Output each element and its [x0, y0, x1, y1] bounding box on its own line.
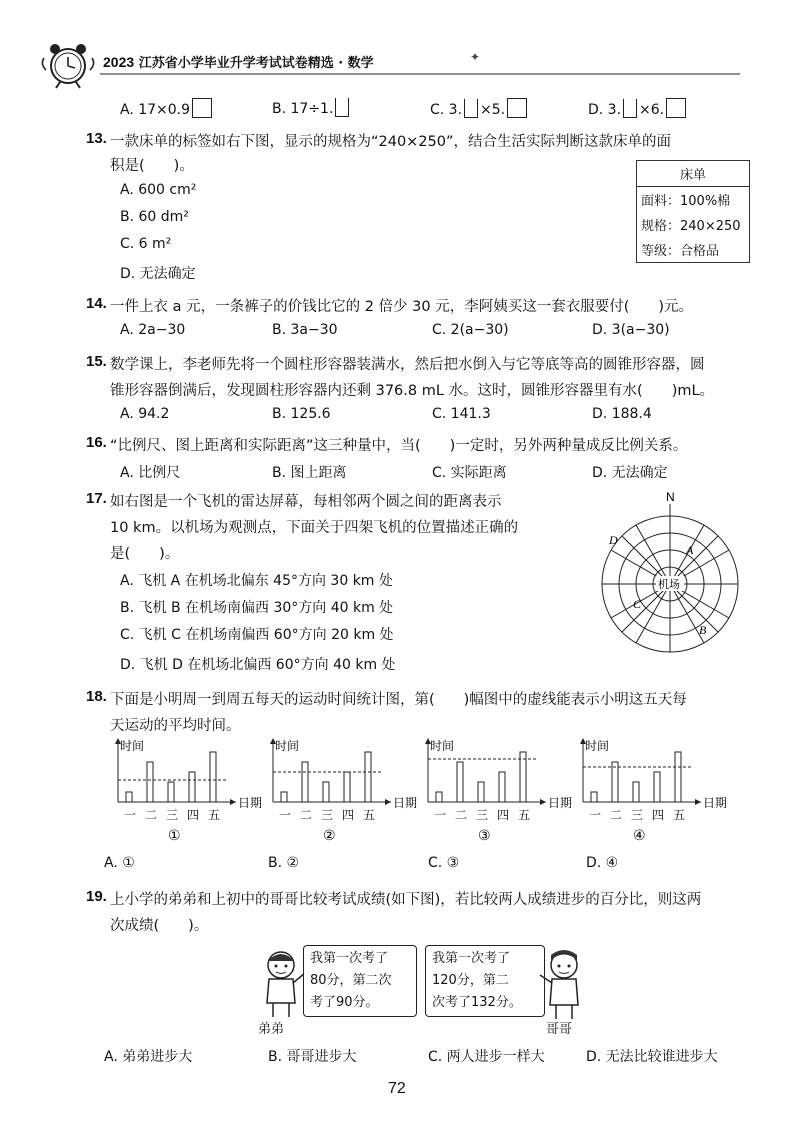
q13-option-c: C. 6 m²: [120, 236, 172, 252]
alarm-clock-mascot-icon: [38, 38, 98, 90]
bubble-left-line3: 考了90分。: [310, 995, 379, 1010]
q13-line1: 一款床单的标签如右下图，显示的规格为“240×250”，结合生活实际判断这款床单的面: [110, 134, 672, 150]
label-title: 床单: [637, 160, 749, 187]
bubble-left-line1: 我第一次考了: [310, 951, 389, 966]
q12-option-c-rest: ×5.: [480, 102, 506, 118]
q17-line2: 10 km。以机场为观测点，下面关于四架飞机的位置描述正确的: [110, 520, 519, 536]
q17-option-b: B. 飞机 B 在机场南偏西 30°方向 40 km 处: [120, 600, 394, 616]
chart-bar: [189, 772, 195, 802]
chart-bar: [168, 782, 174, 802]
chart-tick-label: 四: [342, 808, 355, 822]
chart-y-label: 时间: [275, 739, 300, 753]
chart-tick-label: 二: [455, 808, 468, 822]
bubble-right-line3: 次考了132分。: [432, 995, 522, 1010]
radar-plane-d: D: [609, 533, 618, 547]
q18-number: 18.: [86, 688, 107, 705]
chart-tick-label: 五: [208, 808, 221, 822]
header-year: 2023: [103, 54, 135, 70]
q18-option-d: D. ④: [586, 855, 619, 871]
answer-box: [464, 99, 478, 118]
q16-option-a: A. 比例尺: [120, 465, 181, 481]
q16-number: 16.: [86, 434, 107, 451]
chart-tick-label: 一: [279, 808, 292, 822]
radar-north: N: [666, 490, 675, 504]
q17-option-a: A. 飞机 A 在机场北偏东 45°方向 30 km 处: [120, 573, 393, 589]
q16-option-b: B. 图上距离: [272, 465, 347, 481]
header-rule: [100, 72, 740, 78]
q13-option-d: D. 无法确定: [120, 266, 196, 282]
q12-option-a: A. 17×0.9: [120, 102, 191, 118]
q15-option-d: D. 188.4: [592, 406, 652, 422]
q14-option-b: B. 3a−30: [272, 322, 338, 338]
q14-option-d: D. 3(a−30): [592, 322, 670, 338]
chart-tick-label: 一: [434, 808, 447, 822]
chart-tick-label: 二: [300, 808, 313, 822]
chart-bar: [457, 762, 463, 802]
chart-number-label: ②: [323, 828, 336, 844]
chart-number-label: ④: [633, 828, 646, 844]
speech-bubble-older: [425, 945, 545, 1017]
q15-number: 15.: [86, 353, 107, 370]
header-star-icon: ✦: [470, 50, 481, 64]
chart-tick-label: 五: [363, 808, 376, 822]
q12-option-c: C. 3.: [430, 102, 463, 118]
name-older-brother: 哥哥: [546, 1022, 573, 1037]
label-grade: 等级：合格品: [641, 244, 720, 259]
chart-bar: [126, 792, 132, 802]
q18-line2: 天运动的平均时间。: [110, 718, 241, 734]
chart-bar: [633, 782, 639, 802]
chart-number-label: ①: [168, 828, 181, 844]
q17-line3: 是( )。: [110, 546, 180, 562]
q16-option-c: C. 实际距离: [432, 465, 507, 481]
chart-tick-label: 三: [476, 808, 489, 822]
chart-bar: [478, 782, 484, 802]
chart-x-arrow: [695, 799, 701, 805]
chart-bar: [499, 772, 505, 802]
chart-y-label: 时间: [120, 739, 145, 753]
q14-option-c: C. 2(a−30): [432, 322, 509, 338]
q17-number: 17.: [86, 490, 107, 507]
chart-x-label: 日期: [238, 796, 263, 810]
chart-bar: [612, 762, 618, 802]
header-title: 江苏省小学毕业升学考试试卷精选 · 数学: [138, 56, 374, 71]
chart-x-label: 日期: [548, 796, 573, 810]
answer-box: [666, 98, 686, 118]
q15-line2: 锥形容器倒满后，发现圆柱形容器内还剩 376.8 mL 水。这时，圆锥形容器里有水( )mL。: [110, 383, 715, 399]
q12-option-d-rest: ×6.: [639, 102, 665, 118]
bedsheet-label: [636, 160, 750, 263]
chart-bar: [675, 752, 681, 802]
q17-option-d: D. 飞机 D 在机场北偏西 60°方向 40 km 处: [120, 657, 396, 673]
q18-option-a: A. ①: [104, 855, 135, 871]
chart-bar: [147, 762, 153, 802]
q19-option-c: C. 两人进步一样大: [428, 1049, 545, 1065]
q13-line2: 积是( )。: [110, 158, 194, 174]
chart-bar: [436, 792, 442, 802]
q18-option-c: C. ③: [428, 855, 460, 871]
page-number: 72: [388, 1080, 406, 1097]
speech-bubble-younger: [303, 945, 417, 1017]
q17-option-c: C. 飞机 C 在机场南偏西 60°方向 20 km 处: [120, 627, 394, 643]
chart-bar: [323, 782, 329, 802]
radar-plane-c: C: [633, 597, 642, 611]
label-fabric: 面料：100%棉: [641, 194, 731, 209]
q19-number: 19.: [86, 888, 107, 905]
q16-option-d: D. 无法确定: [592, 465, 668, 481]
q19-line2: 次成绩( )。: [110, 918, 209, 934]
older-brother-figure-icon: [538, 945, 590, 1025]
answer-box: [192, 98, 212, 118]
q12-option-b: B. 17÷1.: [272, 101, 334, 117]
chart-number-label: ③: [478, 828, 491, 844]
chart-bar: [302, 762, 308, 802]
answer-box: [507, 98, 527, 118]
chart-bar: [281, 792, 287, 802]
chart-tick-label: 二: [610, 808, 623, 822]
chart-bar: [210, 752, 216, 802]
chart-tick-label: 三: [631, 808, 644, 822]
q19-line1: 上小学的弟弟和上初中的哥哥比较考试成绩(如下图)，若比较两人成绩进步的百分比，则这两: [110, 892, 702, 908]
radar-screen: [590, 488, 750, 680]
chart-x-arrow: [385, 799, 391, 805]
chart-bar: [344, 772, 350, 802]
chart-tick-label: 四: [187, 808, 200, 822]
chart-tick-label: 四: [652, 808, 665, 822]
radar-center: 机场: [658, 578, 680, 591]
q13-option-a: A. 600 cm²: [120, 182, 197, 198]
chart-tick-label: 五: [518, 808, 531, 822]
name-younger-brother: 弟弟: [258, 1022, 285, 1037]
chart-y-label: 时间: [430, 739, 455, 753]
q14-text: 一件上衣 a 元，一条裤子的价钱比它的 2 倍少 30 元，李阿姨买这一套衣服要付( )元。: [110, 299, 694, 315]
chart-tick-label: 四: [497, 808, 510, 822]
q17-line1: 如右图是一个飞机的雷达屏幕，每相邻两个圆之间的距离表示: [110, 494, 502, 510]
q15-line1: 数学课上，李老师先将一个圆柱形容器装满水，然后把水倒入与它等底等高的圆锥形容器，圆: [110, 357, 705, 373]
answer-box: [335, 98, 349, 117]
chart-x-label: 日期: [703, 796, 728, 810]
chart-tick-label: 三: [166, 808, 179, 822]
q14-number: 14.: [86, 295, 107, 312]
chart-tick-label: 二: [145, 808, 158, 822]
q19-option-a: A. 弟弟进步大: [104, 1049, 193, 1065]
chart-bar: [591, 792, 597, 802]
chart-tick-label: 一: [589, 808, 602, 822]
q19-option-b: B. 哥哥进步大: [268, 1049, 357, 1065]
chart-y-label: 时间: [585, 739, 610, 753]
radar-plane-b: B: [699, 623, 707, 637]
younger-brother-figure-icon: [255, 945, 307, 1025]
q14-option-a: A. 2a−30: [120, 322, 186, 338]
bubble-right-line2: 120分，第二: [432, 973, 509, 988]
chart-tick-label: 一: [124, 808, 137, 822]
q15-option-c: C. 141.3: [432, 406, 491, 422]
bubble-left-line2: 80分，第二次: [310, 973, 392, 988]
q12-option-d: D. 3.: [588, 102, 622, 118]
chart-bar: [654, 772, 660, 802]
label-spec: 规格：240×250: [641, 219, 741, 234]
chart-tick-label: 三: [321, 808, 334, 822]
answer-box: [623, 99, 637, 118]
chart-bar: [365, 752, 371, 802]
q18-option-b: B. ②: [268, 855, 300, 871]
q15-option-b: B. 125.6: [272, 406, 331, 422]
chart-x-label: 日期: [393, 796, 418, 810]
q18-charts: [100, 736, 728, 848]
chart-x-arrow: [230, 799, 236, 805]
q19-option-d: D. 无法比较谁进步大: [586, 1049, 718, 1065]
q18-line1: 下面是小明周一到周五每天的运动时间统计图，第( )幅图中的虚线能表示小明这五天每: [110, 692, 687, 708]
q15-option-a: A. 94.2: [120, 406, 170, 422]
bubble-right-line1: 我第一次考了: [432, 951, 511, 966]
chart-tick-label: 五: [673, 808, 686, 822]
q13-number: 13.: [86, 130, 107, 147]
q16-text: “比例尺、图上距离和实际距离”这三种量中，当( )一定时，另外两种量成反比例关系。: [110, 438, 688, 454]
radar-plane-a: A: [686, 543, 694, 557]
chart-x-arrow: [540, 799, 546, 805]
q13-option-b: B. 60 dm²: [120, 209, 189, 225]
